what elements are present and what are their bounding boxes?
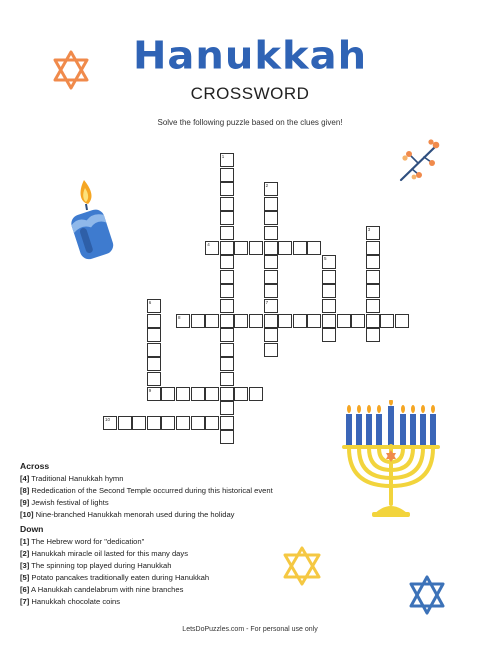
down-clue: [3] The spinning top played during Hanukkah [20, 561, 172, 570]
crossword-cell[interactable] [205, 387, 219, 401]
crossword-cell[interactable] [264, 182, 278, 196]
crossword-cell[interactable] [147, 314, 161, 328]
candle-icon [62, 176, 132, 268]
crossword-cell[interactable] [234, 314, 248, 328]
crossword-cell[interactable] [264, 211, 278, 225]
crossword-cell[interactable] [220, 211, 234, 225]
crossword-cell[interactable] [264, 226, 278, 240]
crossword-cell[interactable] [337, 314, 351, 328]
across-clue: [8] Rededication of the Second Temple occurred during this historical event [20, 486, 273, 495]
berry-branch-icon [396, 138, 442, 184]
instructions: Solve the following puzzle based on the clues given! [157, 118, 343, 127]
crossword-cell[interactable] [395, 314, 409, 328]
crossword-cell[interactable] [220, 430, 234, 444]
crossword-cell[interactable] [366, 270, 380, 284]
crossword-cell[interactable] [307, 314, 321, 328]
crossword-cell[interactable] [161, 416, 175, 430]
crossword-cell[interactable] [176, 416, 190, 430]
crossword-cell[interactable] [205, 416, 219, 430]
crossword-cell[interactable] [366, 299, 380, 313]
star-of-david-icon [52, 50, 90, 90]
crossword-cell[interactable] [366, 328, 380, 342]
cell-number: 5 [324, 256, 327, 262]
crossword-cell[interactable] [220, 357, 234, 371]
crossword-cell[interactable] [147, 416, 161, 430]
cell-number: 7 [265, 300, 269, 305]
crossword-cell[interactable] [264, 328, 278, 342]
cell-number: 2 [265, 183, 269, 189]
crossword-cell[interactable] [322, 255, 336, 269]
crossword-cell[interactable] [220, 241, 234, 255]
across-clue: [4] Traditional Hanukkah hymn [20, 474, 124, 483]
crossword-cell[interactable] [147, 387, 161, 401]
crossword-cell[interactable] [220, 270, 234, 284]
down-clue: [7] Hanukkah chocolate coins [20, 597, 121, 606]
crossword-cell[interactable] [249, 241, 263, 255]
crossword-cell[interactable] [176, 314, 190, 328]
cell-number: 8 [178, 314, 181, 320]
cell-number: 9 [148, 387, 152, 393]
crossword-cell[interactable] [205, 314, 219, 328]
crossword-cell[interactable] [191, 416, 205, 430]
crossword-cell[interactable] [234, 241, 248, 255]
footer-credit: LetsDoPuzzles.com - For personal use only [182, 626, 318, 633]
crossword-cell[interactable] [264, 255, 278, 269]
crossword-cell[interactable] [220, 182, 234, 196]
page-title: Hanukkah [132, 34, 368, 78]
crossword-cell[interactable] [132, 416, 146, 430]
star-of-david-icon [408, 574, 446, 616]
crossword-cell[interactable] [220, 387, 234, 401]
crossword-cell[interactable] [264, 299, 278, 313]
crossword-cell[interactable] [380, 314, 394, 328]
crossword-cell[interactable] [220, 372, 234, 386]
crossword-cell[interactable] [220, 314, 234, 328]
down-clue: [6] A Hanukkah candelabrum with nine branches [20, 585, 184, 594]
crossword-cell[interactable] [249, 387, 263, 401]
crossword-cell[interactable] [322, 328, 336, 342]
cell-number: 10 [105, 416, 111, 422]
crossword-cell[interactable] [220, 299, 234, 313]
crossword-cell[interactable] [220, 197, 234, 211]
crossword-cell[interactable] [161, 387, 175, 401]
crossword-cell[interactable] [220, 328, 234, 342]
cell-number: 1 [221, 154, 225, 159]
cell-number: 3 [367, 227, 371, 232]
cell-number: 6 [148, 300, 152, 305]
crossword-cell[interactable] [220, 226, 234, 240]
crossword-cell[interactable] [366, 241, 380, 255]
crossword-cell[interactable] [191, 387, 205, 401]
down-clue: [1] The Hebrew word for "dedication" [20, 537, 145, 546]
crossword-cell[interactable] [147, 343, 161, 357]
page-subtitle: CROSSWORD [190, 84, 310, 103]
crossword-cell[interactable] [307, 241, 321, 255]
across-clue: [9] Jewish festival of lights [20, 498, 109, 507]
crossword-cell[interactable] [176, 387, 190, 401]
crossword-cell[interactable] [322, 284, 336, 298]
crossword-cell[interactable] [264, 314, 278, 328]
cell-number: 4 [207, 241, 210, 247]
crossword-cell[interactable] [322, 299, 336, 313]
crossword-cell[interactable] [264, 343, 278, 357]
crossword-cell[interactable] [220, 168, 234, 182]
crossword-cell[interactable] [264, 284, 278, 298]
crossword-cell[interactable] [366, 314, 380, 328]
crossword-cell[interactable] [147, 299, 161, 313]
down-heading: Down [20, 524, 44, 534]
crossword-cell[interactable] [220, 401, 234, 415]
down-clue: [5] Potato pancakes traditionally eaten during Hanukkah [20, 573, 210, 582]
crossword-cell[interactable] [366, 255, 380, 269]
crossword-cell[interactable] [264, 241, 278, 255]
crossword-cell[interactable] [278, 241, 292, 255]
crossword-cell[interactable] [118, 416, 132, 430]
crossword-cell[interactable] [322, 314, 336, 328]
crossword-cell[interactable] [220, 343, 234, 357]
crossword-cell[interactable] [147, 357, 161, 371]
crossword-cell[interactable] [220, 255, 234, 269]
crossword-cell[interactable] [249, 314, 263, 328]
crossword-cell[interactable] [293, 241, 307, 255]
across-heading: Across [20, 461, 50, 471]
crossword-cell[interactable] [278, 314, 292, 328]
down-clue: [2] Hanukkah miracle oil lasted for this many days [20, 549, 188, 558]
crossword-cell[interactable] [147, 328, 161, 342]
crossword-cell[interactable] [220, 284, 234, 298]
crossword-cell[interactable] [220, 153, 234, 167]
star-of-david-icon [282, 545, 322, 587]
menorah-icon [334, 400, 449, 520]
crossword-cell[interactable] [103, 416, 117, 430]
crossword-cell[interactable] [147, 372, 161, 386]
crossword-cell[interactable] [293, 314, 307, 328]
crossword-cell[interactable] [264, 270, 278, 284]
crossword-cell[interactable] [220, 416, 234, 430]
across-clue: [10] Nine-branched Hanukkah menorah used during the holiday [20, 510, 235, 519]
crossword-cell[interactable] [191, 314, 205, 328]
crossword-cell[interactable] [205, 241, 219, 255]
crossword-cell[interactable] [366, 226, 380, 240]
crossword-cell[interactable] [322, 270, 336, 284]
crossword-cell[interactable] [264, 197, 278, 211]
crossword-cell[interactable] [234, 387, 248, 401]
crossword-cell[interactable] [366, 284, 380, 298]
crossword-cell[interactable] [351, 314, 365, 328]
